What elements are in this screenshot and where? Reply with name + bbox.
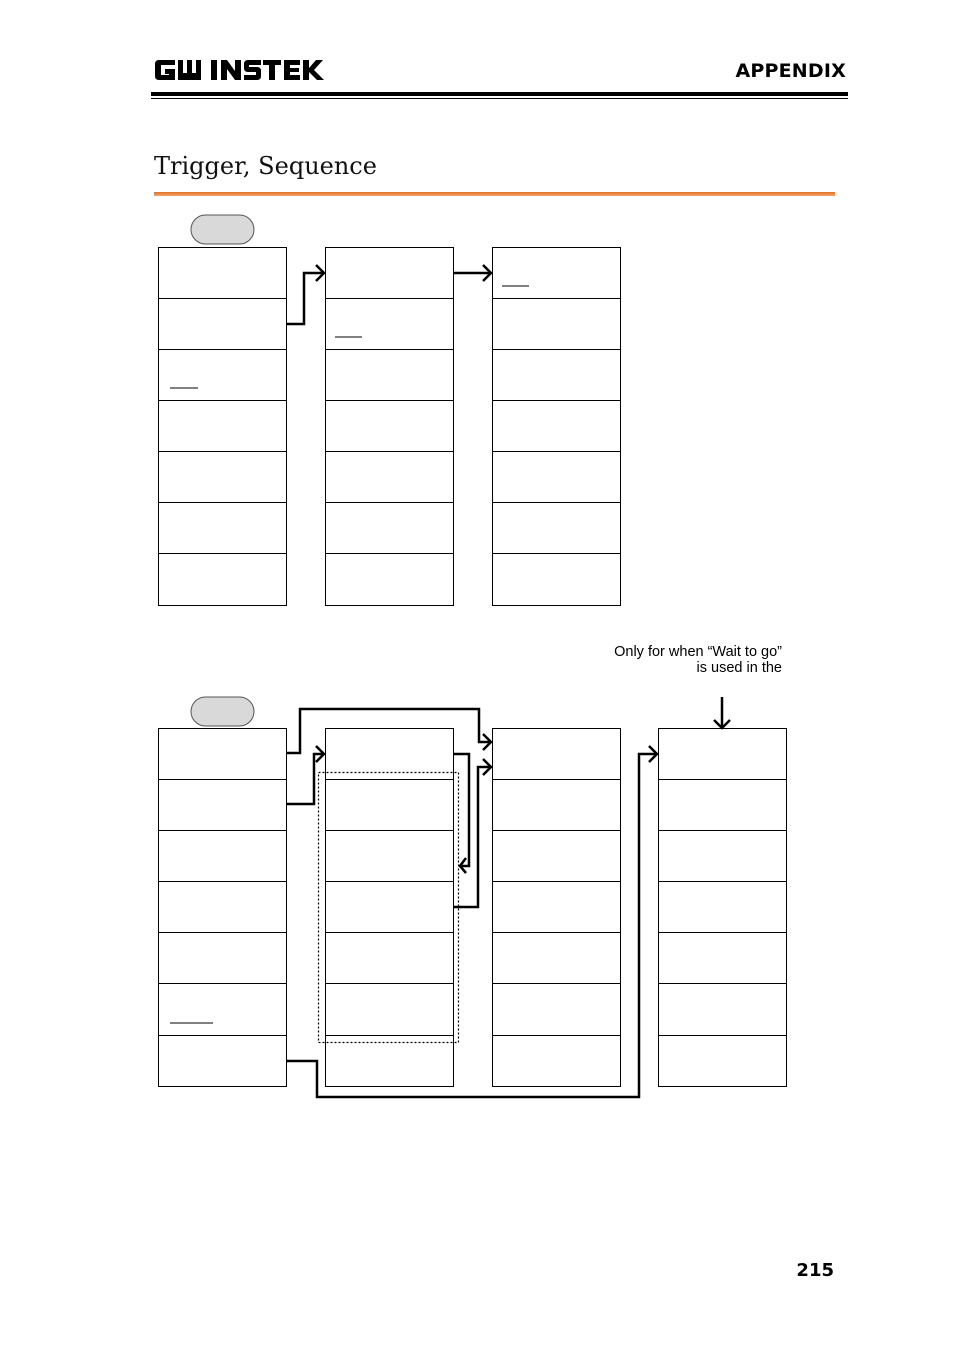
soft-key: [493, 452, 621, 503]
connector-line: [287, 273, 324, 324]
soft-key: [159, 401, 287, 452]
soft-key: [159, 933, 287, 984]
soft-key: [493, 503, 621, 554]
soft-key: [493, 933, 621, 984]
connector-line: [454, 767, 491, 907]
trigger-menu-column-2: [326, 248, 454, 606]
soft-key: [493, 1036, 621, 1087]
soft-key: [326, 933, 454, 984]
soft-key: [159, 350, 287, 401]
section-label: APPENDIX: [735, 60, 846, 82]
soft-key: [326, 1036, 454, 1087]
soft-key: [159, 299, 287, 350]
soft-key: [659, 882, 787, 933]
soft-key: [159, 780, 287, 831]
soft-key: [159, 503, 287, 554]
soft-key: [659, 831, 787, 882]
soft-key: [326, 780, 454, 831]
trigger-menu-column-3: [493, 248, 621, 606]
sequence-menu-column-3: [493, 729, 621, 1087]
soft-key: [493, 882, 621, 933]
soft-key: [493, 780, 621, 831]
soft-key: [659, 1036, 787, 1087]
soft-key: [159, 554, 287, 606]
soft-key: [326, 729, 454, 780]
soft-key: [159, 729, 287, 780]
soft-key: [159, 452, 287, 503]
sequence-menu-column-2: [326, 729, 454, 1087]
wait-to-go-note: Only for when “Wait to go” is used in the: [614, 644, 782, 676]
soft-key: [159, 882, 287, 933]
soft-key: [326, 503, 454, 554]
soft-key: [159, 248, 287, 299]
trigger-menu-column-1: [159, 248, 287, 606]
soft-key: [326, 882, 454, 933]
soft-key: [159, 1036, 287, 1087]
soft-key: [493, 401, 621, 452]
soft-key: [326, 831, 454, 882]
connector-line: [454, 754, 469, 866]
page-title: Trigger, Sequence: [154, 152, 377, 180]
soft-key: [493, 831, 621, 882]
soft-key: [659, 729, 787, 780]
soft-key: [659, 933, 787, 984]
soft-key: [659, 984, 787, 1036]
sequence-menu-column-1: [159, 729, 287, 1087]
sequence-key: [191, 697, 254, 726]
trigger-key: [191, 215, 254, 244]
soft-key: [326, 299, 454, 350]
soft-key: [326, 350, 454, 401]
soft-key: [326, 984, 454, 1036]
soft-key: [326, 248, 454, 299]
page-number: 215: [796, 1260, 834, 1281]
soft-key: [493, 554, 621, 606]
soft-key: [493, 350, 621, 401]
soft-key: [159, 984, 287, 1036]
sequence-menu-column-4: [659, 729, 787, 1087]
soft-key: [659, 780, 787, 831]
soft-key: [326, 401, 454, 452]
soft-key: [493, 299, 621, 350]
soft-key: [493, 729, 621, 780]
soft-key: [493, 248, 621, 299]
soft-key: [159, 831, 287, 882]
soft-key: [326, 452, 454, 503]
soft-key: [326, 554, 454, 606]
soft-key: [493, 984, 621, 1036]
